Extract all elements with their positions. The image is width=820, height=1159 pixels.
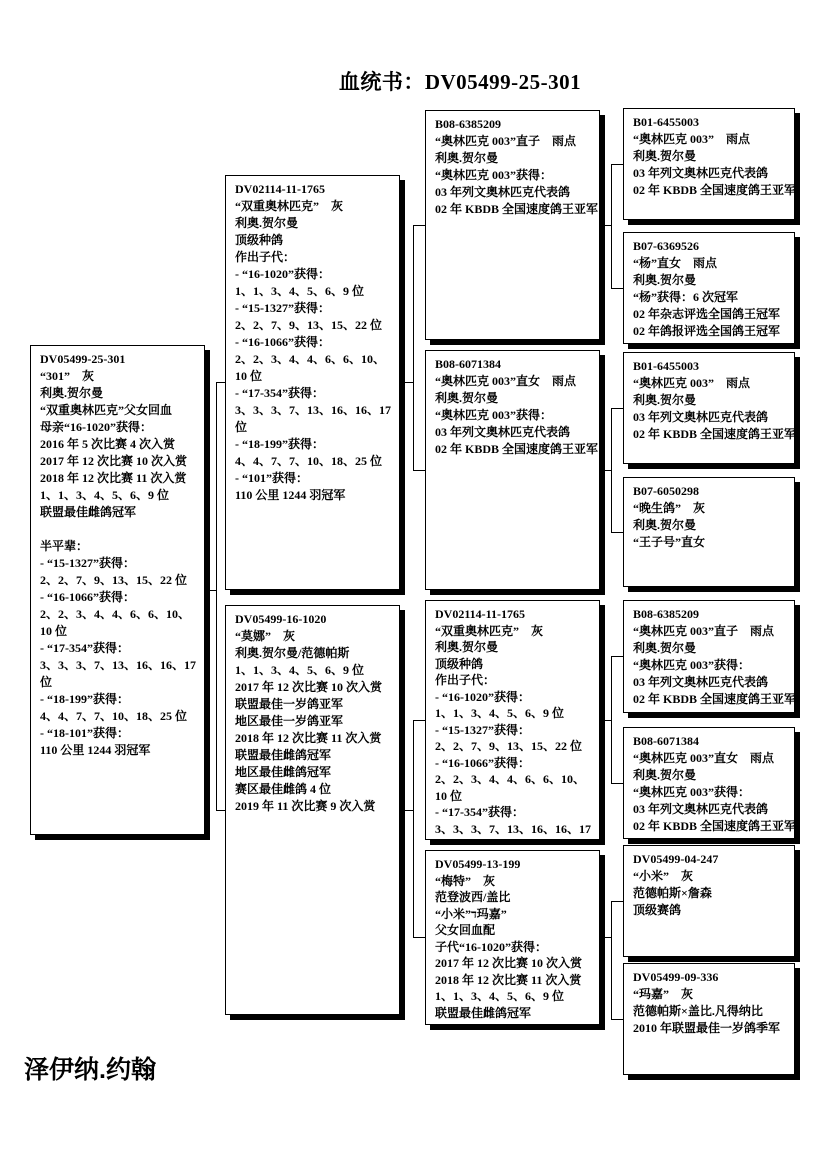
text-line: DV02114-11-1765 [235,182,325,196]
pedigree-box-gen4-2 [623,232,795,344]
text-line: DV05499-16-1020 [235,612,327,626]
pedigree-box-gen3-2 [425,350,600,590]
text-line: B07-6369526 [633,239,699,253]
text-line: 10 位 [435,788,463,803]
text-line: 联盟最佳一岁鸽亚军 [235,697,344,711]
text-line: - “16-1020”获得： [435,689,530,704]
connector-line [400,382,413,383]
text-line: 1、1、3、4、5、6、9 位 [235,284,365,298]
text-line: 1、1、3、4、5、6、9 位 [435,989,565,1003]
connector-line [205,590,216,591]
text-line: 利奥.贺尔曼 [633,393,697,407]
text-line: - “18-199”获得： [235,437,324,451]
text-line: 利奥.贺尔曼 [435,151,499,165]
text-line: 03 年列文奥林匹克代表鸽 [633,166,769,180]
text-line: “杨”获得：6 次冠军 [633,290,739,304]
text-line: 2、2、3、4、4、6、6、10、 [40,607,191,621]
connector-line [600,937,611,938]
text-line: 范德帕斯×盖比.凡得纳比 [633,1004,763,1018]
connector-line [600,720,611,721]
text-line: B07-6050298 [633,484,699,498]
text-line: “奥林匹克 003” 雨点 [633,132,751,146]
text-line: “奥林匹克 003”获得： [435,168,553,182]
pedigree-box-dam [225,605,400,1015]
text-line: “晚生鸽” 灰 [633,501,706,515]
text-line: 利奥.贺尔曼 [40,386,104,400]
connector-line [611,288,623,289]
text-line: 利奥.贺尔曼 [633,273,697,287]
text-line: 110 公里 1244 羽冠军 [40,743,151,757]
text-line: DV05499-25-301 [40,352,126,366]
text-line: 02 年鸽报评选全国鸽王冠军 [633,324,781,338]
text-line: “奥林匹克 003”直女 雨点 [435,374,577,388]
text-line: 1、1、3、4、5、6、9 位 [235,663,365,677]
connector-line [611,783,623,784]
connector-line [413,937,425,938]
pedigree-box-gen4-1 [623,108,795,220]
text-line: - “17-354”获得： [40,641,129,655]
text-line: B08-6071384 [633,734,699,748]
text-line: 2016 年 5 次比赛 4 次入赏 [40,437,176,451]
connector-line [611,656,623,657]
text-line: 2、2、7、9、13、15、22 位 [235,318,383,332]
text-line: “奥林匹克 003” 雨点 [633,376,751,390]
text-line: 利奥.贺尔曼 [235,216,299,230]
text-line: 4、4、7、7、10、18、25 位 [235,454,383,468]
text-line: 3、3、3、7、13、16、16、17 [40,658,197,672]
connector-line [413,225,425,226]
text-line: “杨”直女 雨点 [633,256,718,270]
text-line: “王子号”直女 [633,535,706,549]
text-line: 1、1、3、4、5、6、9 位 [40,488,170,502]
pedigree-box-gen4-6 [623,727,795,839]
connector-line [600,470,611,471]
text-line: 4、4、7、7、10、18、25 位 [40,709,188,723]
connector-line [400,810,413,811]
text-line: 02 年 KBDB 全国速度鸽王亚军 [435,202,599,216]
text-line: 03 年列文奥林匹克代表鸽 [435,185,571,199]
connector-line [611,901,612,1019]
pedigree-box-gen3-3 [425,600,600,840]
text-line: 位 [235,420,248,434]
text-line: “301” 灰 [40,369,95,383]
text-line: 父女回血配 [435,923,496,937]
text-line: 2、2、7、9、13、15、22 位 [40,573,188,587]
connector-line [413,470,425,471]
text-line: 2018 年 12 次比赛 11 次入赏 [40,471,187,485]
text-line: 顶级赛鸽 [633,903,682,917]
text-line: - “18-101”获得： [40,726,129,740]
text-line: “双重奥林匹克”父女回血 [40,403,173,417]
text-line: - “15-1327”获得： [235,301,330,315]
page-title: 血统书：DV05499-25-301 [338,70,582,94]
text-line: 02 年 KBDB 全国速度鸽王亚军 [435,442,599,456]
text-line [40,521,201,538]
pedigree-box-gen4-4 [623,477,795,587]
text-line: 2010 年联盟最佳一岁鸽季军 [633,1021,781,1035]
text-line: 半平辈： [40,539,89,553]
text-line: 03 年列文奥林匹克代表鸽 [633,675,769,689]
text-line: “奥林匹克 003”直子 雨点 [633,624,775,638]
text-line: 利奥.贺尔曼/范德帕斯 [235,646,350,660]
text-line: 子代“16-1020”获得： [435,939,547,954]
text-line: “奥林匹克 003”直女 雨点 [633,751,775,765]
text-line: 范德帕斯×詹森 [633,886,712,900]
text-line: 顶级种鸽 [235,233,284,247]
text-line: 02 年 KBDB 全国速度鸽王亚军 [633,692,797,706]
text-line: “双重奥林匹克” 灰 [435,623,544,638]
text-line: 2017 年 12 次比赛 10 次入赏 [235,680,383,694]
connector-line [413,720,425,721]
text-line: 2019 年 11 次比赛 9 次入赏 [235,799,376,813]
text-line: DV05499-04-247 [633,852,719,866]
text-line: B01-6455003 [633,115,699,129]
text-line: 3、3、3、7、13、16、16、17 [235,403,392,417]
text-line: “小米”ד玛嘉” [435,906,507,921]
text-line: 地区最佳雌鸽冠军 [235,765,332,779]
connector-line [611,656,612,783]
text-line: “梅特” 灰 [435,873,496,888]
text-line: - “15-1327”获得： [435,722,530,737]
text-line: 利奥.贺尔曼 [435,640,499,654]
text-line: 利奥.贺尔曼 [633,518,697,532]
text-line: 10 位 [235,369,263,383]
text-line: - “16-1020”获得： [235,267,330,281]
text-line: 赛区最佳雌鸽 4 位 [235,782,332,796]
text-line: “奥林匹克 003”直子 雨点 [435,134,577,148]
text-line: DV02114-11-1765 [435,607,525,621]
connector-line [611,1019,623,1020]
text-line: “奥林匹克 003”获得： [633,658,751,672]
text-line: 10 位 [40,624,68,638]
text-line: 03 年列文奥林匹克代表鸽 [435,425,571,439]
text-line: 利奥.贺尔曼 [633,641,697,655]
text-line: 1、1、3、4、5、6、9 位 [435,706,565,720]
pedigree-box-gen4-7 [623,845,795,957]
text-line: - “16-1066”获得： [235,335,330,349]
text-line: 02 年杂志评选全国鸽王冠军 [633,307,781,321]
text-line: 作出子代： [235,250,296,264]
text-line: 110 公里 1244 羽冠军 [235,488,346,502]
pedigree-box-subject [30,345,205,835]
text-line: “双重奥林匹克” 灰 [235,199,344,213]
connector-line [611,532,623,533]
text-line: - “16-1066”获得： [435,755,530,770]
text-line: 2018 年 12 次比赛 11 次入赏 [235,731,382,745]
connector-line [216,810,225,811]
connector-line [216,382,225,383]
text-line: 02 年 KBDB 全国速度鸽王亚军 [633,427,797,441]
text-line: - “15-1327”获得： [40,556,135,570]
text-line: 2017 年 12 次比赛 10 次入赏 [40,454,188,468]
text-line: DV05499-09-336 [633,970,719,984]
text-line: B08-6385209 [633,607,699,621]
text-line: 联盟最佳雌鸽冠军 [235,748,332,762]
text-line: 范登波西/盖比 [435,890,511,904]
text-line: “奥林匹克 003”获得： [435,408,553,422]
text-line: “奥林匹克 003”获得： [633,785,751,799]
text-line: - “18-199”获得： [40,692,129,706]
text-line: 03 年列文奥林匹克代表鸽 [633,410,769,424]
text-line: “莫娜” 灰 [235,629,296,643]
text-line: 联盟最佳雌鸽冠军 [40,505,137,519]
text-line: 利奥.贺尔曼 [633,149,697,163]
text-line: - “17-354”获得： [435,805,524,819]
text-line: - “101”获得： [235,471,308,485]
text-line: 2、2、7、9、13、15、22 位 [435,739,583,753]
text-line: 2018 年 12 次比赛 11 次入赏 [435,972,582,987]
text-line: 顶级种鸽 [435,656,484,671]
connector-line [611,408,612,532]
connector-line [413,720,414,937]
text-line: - “17-354”获得： [235,386,324,400]
text-line: B08-6385209 [435,117,501,131]
text-line: 3、3、3、7、13、16、16、17 [435,821,592,836]
text-line: 03 年列文奥林匹克代表鸽 [633,802,769,816]
connector-line [600,225,611,226]
pedigree-box-gen3-4 [425,850,600,1025]
connector-line [413,225,414,470]
text-line: B08-6071384 [435,357,501,371]
connector-line [216,382,217,810]
connector-line [611,901,623,902]
text-line: 利奥.贺尔曼 [633,768,697,782]
text-line: “小米” 灰 [633,869,694,883]
text-line: 母亲“16-1020”获得： [40,420,152,434]
text-line: 2、2、3、4、4、6、6、10、 [435,772,586,786]
text-line: 联盟最佳雌鸽冠军 [435,1005,532,1020]
text-line: DV05499-13-199 [435,857,521,871]
text-line: - “16-1066”获得： [40,590,135,604]
pedigree-box-gen4-8 [623,963,795,1075]
text-line: 02 年 KBDB 全国速度鸽王亚军 [633,819,797,833]
connector-line [611,164,623,165]
pedigree-box-gen4-3 [623,352,795,464]
text-line: B01-6455003 [633,359,699,373]
pedigree-box-gen4-5 [623,600,795,713]
text-line: 位 [40,675,53,689]
pedigree-box-sire [225,175,400,590]
text-line: 2、2、3、4、4、6、6、10、 [235,352,386,366]
text-line: 2017 年 12 次比赛 10 次入赏 [435,956,583,970]
pedigree-box-gen3-1 [425,110,600,340]
text-line: 02 年 KBDB 全国速度鸽王亚军 [633,183,797,197]
text-line: 利奥.贺尔曼 [435,391,499,405]
text-line: 地区最佳一岁鸽亚军 [235,714,344,728]
signature: 泽伊纳.约翰 [24,1056,156,1084]
text-line: 作出子代： [435,673,496,687]
connector-line [611,164,612,288]
text-line: “玛嘉” 灰 [633,987,694,1001]
connector-line [611,408,623,409]
